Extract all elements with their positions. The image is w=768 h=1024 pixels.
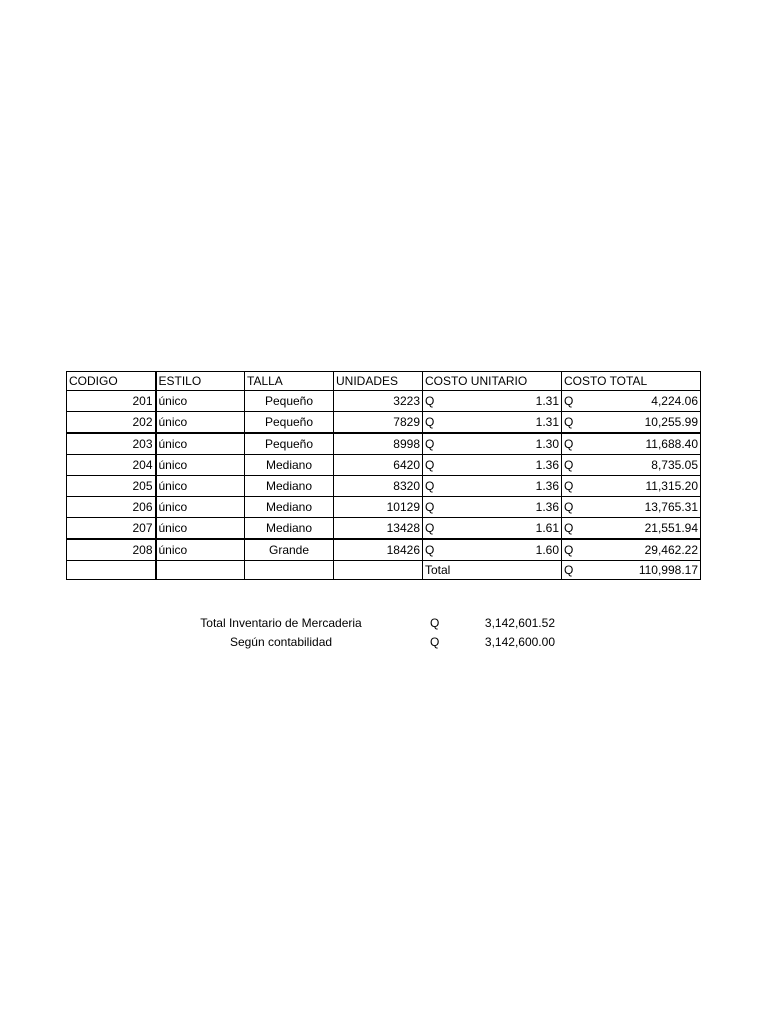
- currency-amount: 1.36: [535, 479, 559, 493]
- header-costo-total: COSTO TOTAL: [562, 372, 701, 391]
- table-row: [67, 455, 701, 476]
- currency-amount: 1.31: [535, 415, 559, 429]
- accounting-label: Según contabilidad: [229, 635, 333, 649]
- table-header-row: [67, 372, 701, 391]
- currency-amount: 29,462.22: [644, 543, 698, 557]
- currency-amount: 1.61: [535, 521, 559, 535]
- summary-row-inventory: [195, 614, 565, 633]
- cell-talla: Pequeño: [245, 412, 334, 434]
- cell-codigo: 202: [67, 412, 156, 434]
- cell-codigo: 205: [67, 476, 156, 497]
- table-row: [67, 539, 701, 561]
- table-row: [67, 412, 701, 434]
- cell-estilo: único: [156, 391, 245, 412]
- cell-unidades: 7829: [334, 412, 423, 434]
- currency-symbol: Q: [564, 394, 574, 408]
- cell-costo-unitario: [423, 476, 562, 497]
- inventory-summary: [195, 614, 565, 652]
- cell-unidades: 8320: [334, 476, 423, 497]
- total-label: Total: [423, 561, 562, 580]
- cell-empty-codigo: [67, 561, 156, 580]
- cell-unidades: 3223: [334, 391, 423, 412]
- cell-codigo: 207: [67, 518, 156, 540]
- cell-costo-unitario: [423, 539, 562, 561]
- cell-unidades: 10129: [334, 497, 423, 518]
- cell-talla: Mediano: [245, 476, 334, 497]
- header-unidades: UNIDADES: [334, 372, 423, 391]
- cell-talla: Grande: [245, 539, 334, 561]
- cell-codigo: 204: [67, 455, 156, 476]
- cell-costo-unitario: [423, 391, 562, 412]
- cell-costo-unitario: [423, 497, 562, 518]
- currency-symbol: Q: [564, 437, 574, 451]
- accounting-currency: Q: [430, 635, 440, 649]
- cell-codigo: 206: [67, 497, 156, 518]
- currency-amount: 1.36: [535, 458, 559, 472]
- currency-symbol: Q: [425, 415, 435, 429]
- currency-symbol: Q: [425, 458, 435, 472]
- table-row: [67, 391, 701, 412]
- cell-codigo: 208: [67, 539, 156, 561]
- currency-symbol: Q: [564, 479, 574, 493]
- cell-estilo: único: [156, 433, 245, 455]
- currency-amount: 11,315.20: [645, 479, 698, 493]
- currency-symbol: Q: [425, 437, 435, 451]
- currency-amount: 1.36: [535, 500, 559, 514]
- cell-costo-unitario: [423, 455, 562, 476]
- cell-costo-total: [562, 391, 701, 412]
- cell-estilo: único: [156, 518, 245, 540]
- inventory-value: 3,142,601.52: [484, 616, 555, 630]
- cell-estilo: único: [156, 455, 245, 476]
- cell-unidades: 13428: [334, 518, 423, 540]
- table-row: [67, 433, 701, 455]
- cell-costo-unitario: [423, 518, 562, 540]
- cell-costo-unitario: [423, 412, 562, 434]
- cell-estilo: único: [156, 412, 245, 434]
- cell-costo-total: [562, 412, 701, 434]
- currency-amount: 21,551.94: [644, 521, 698, 535]
- currency-amount: 4,224.06: [651, 394, 698, 408]
- currency-amount: 1.30: [535, 437, 559, 451]
- currency-symbol: Q: [425, 479, 435, 493]
- inventory-label: Total Inventario de Mercaderia: [200, 616, 362, 630]
- currency-symbol: Q: [425, 500, 435, 514]
- cell-talla: Mediano: [245, 518, 334, 540]
- header-codigo: CODIGO: [67, 372, 156, 391]
- currency-symbol: Q: [564, 500, 574, 514]
- currency-symbol: Q: [564, 543, 574, 557]
- currency-amount: 8,735.05: [651, 458, 698, 472]
- summary-row-accounting: [195, 633, 565, 652]
- cell-estilo: único: [156, 476, 245, 497]
- cell-unidades: 8998: [334, 433, 423, 455]
- cell-costo-total: [562, 476, 701, 497]
- currency-amount: 11,688.40: [645, 437, 698, 451]
- cell-costo-total: [562, 455, 701, 476]
- currency-symbol: Q: [564, 521, 574, 535]
- currency-symbol: Q: [425, 543, 435, 557]
- total-value-cell: [562, 561, 701, 580]
- currency-amount: 1.31: [535, 394, 559, 408]
- cell-talla: Mediano: [245, 497, 334, 518]
- cell-codigo: 201: [67, 391, 156, 412]
- inventory-currency: Q: [430, 616, 440, 630]
- currency-symbol: Q: [564, 563, 574, 577]
- cell-talla: Mediano: [245, 455, 334, 476]
- cell-estilo: único: [156, 497, 245, 518]
- cell-unidades: 18426: [334, 539, 423, 561]
- table-row: [67, 497, 701, 518]
- cell-empty-estilo: [156, 561, 245, 580]
- cell-empty-unidades: [334, 561, 423, 580]
- currency-symbol: Q: [564, 415, 574, 429]
- cell-talla: Pequeño: [245, 391, 334, 412]
- cell-costo-total: [562, 518, 701, 540]
- cell-empty-talla: [245, 561, 334, 580]
- header-estilo: ESTILO: [156, 372, 245, 391]
- accounting-value: 3,142,600.00: [484, 635, 555, 649]
- total-value: 110,998.17: [638, 563, 698, 577]
- cell-costo-total: [562, 497, 701, 518]
- currency-symbol: Q: [425, 521, 435, 535]
- cell-costo-total: [562, 539, 701, 561]
- header-costo-unitario: COSTO UNITARIO: [423, 372, 562, 391]
- cell-costo-total: [562, 433, 701, 455]
- cell-talla: Pequeño: [245, 433, 334, 455]
- cell-codigo: 203: [67, 433, 156, 455]
- currency-amount: 13,765.31: [644, 500, 698, 514]
- currency-amount: 10,255.99: [644, 415, 698, 429]
- table-total-row: [67, 561, 701, 580]
- inventory-table: [66, 371, 701, 580]
- table-row: [67, 518, 701, 540]
- header-talla: TALLA: [245, 372, 334, 391]
- cell-costo-unitario: [423, 433, 562, 455]
- cell-estilo: único: [156, 539, 245, 561]
- currency-symbol: Q: [425, 394, 435, 408]
- currency-amount: 1.60: [535, 543, 559, 557]
- cell-unidades: 6420: [334, 455, 423, 476]
- currency-symbol: Q: [564, 458, 574, 472]
- table-row: [67, 476, 701, 497]
